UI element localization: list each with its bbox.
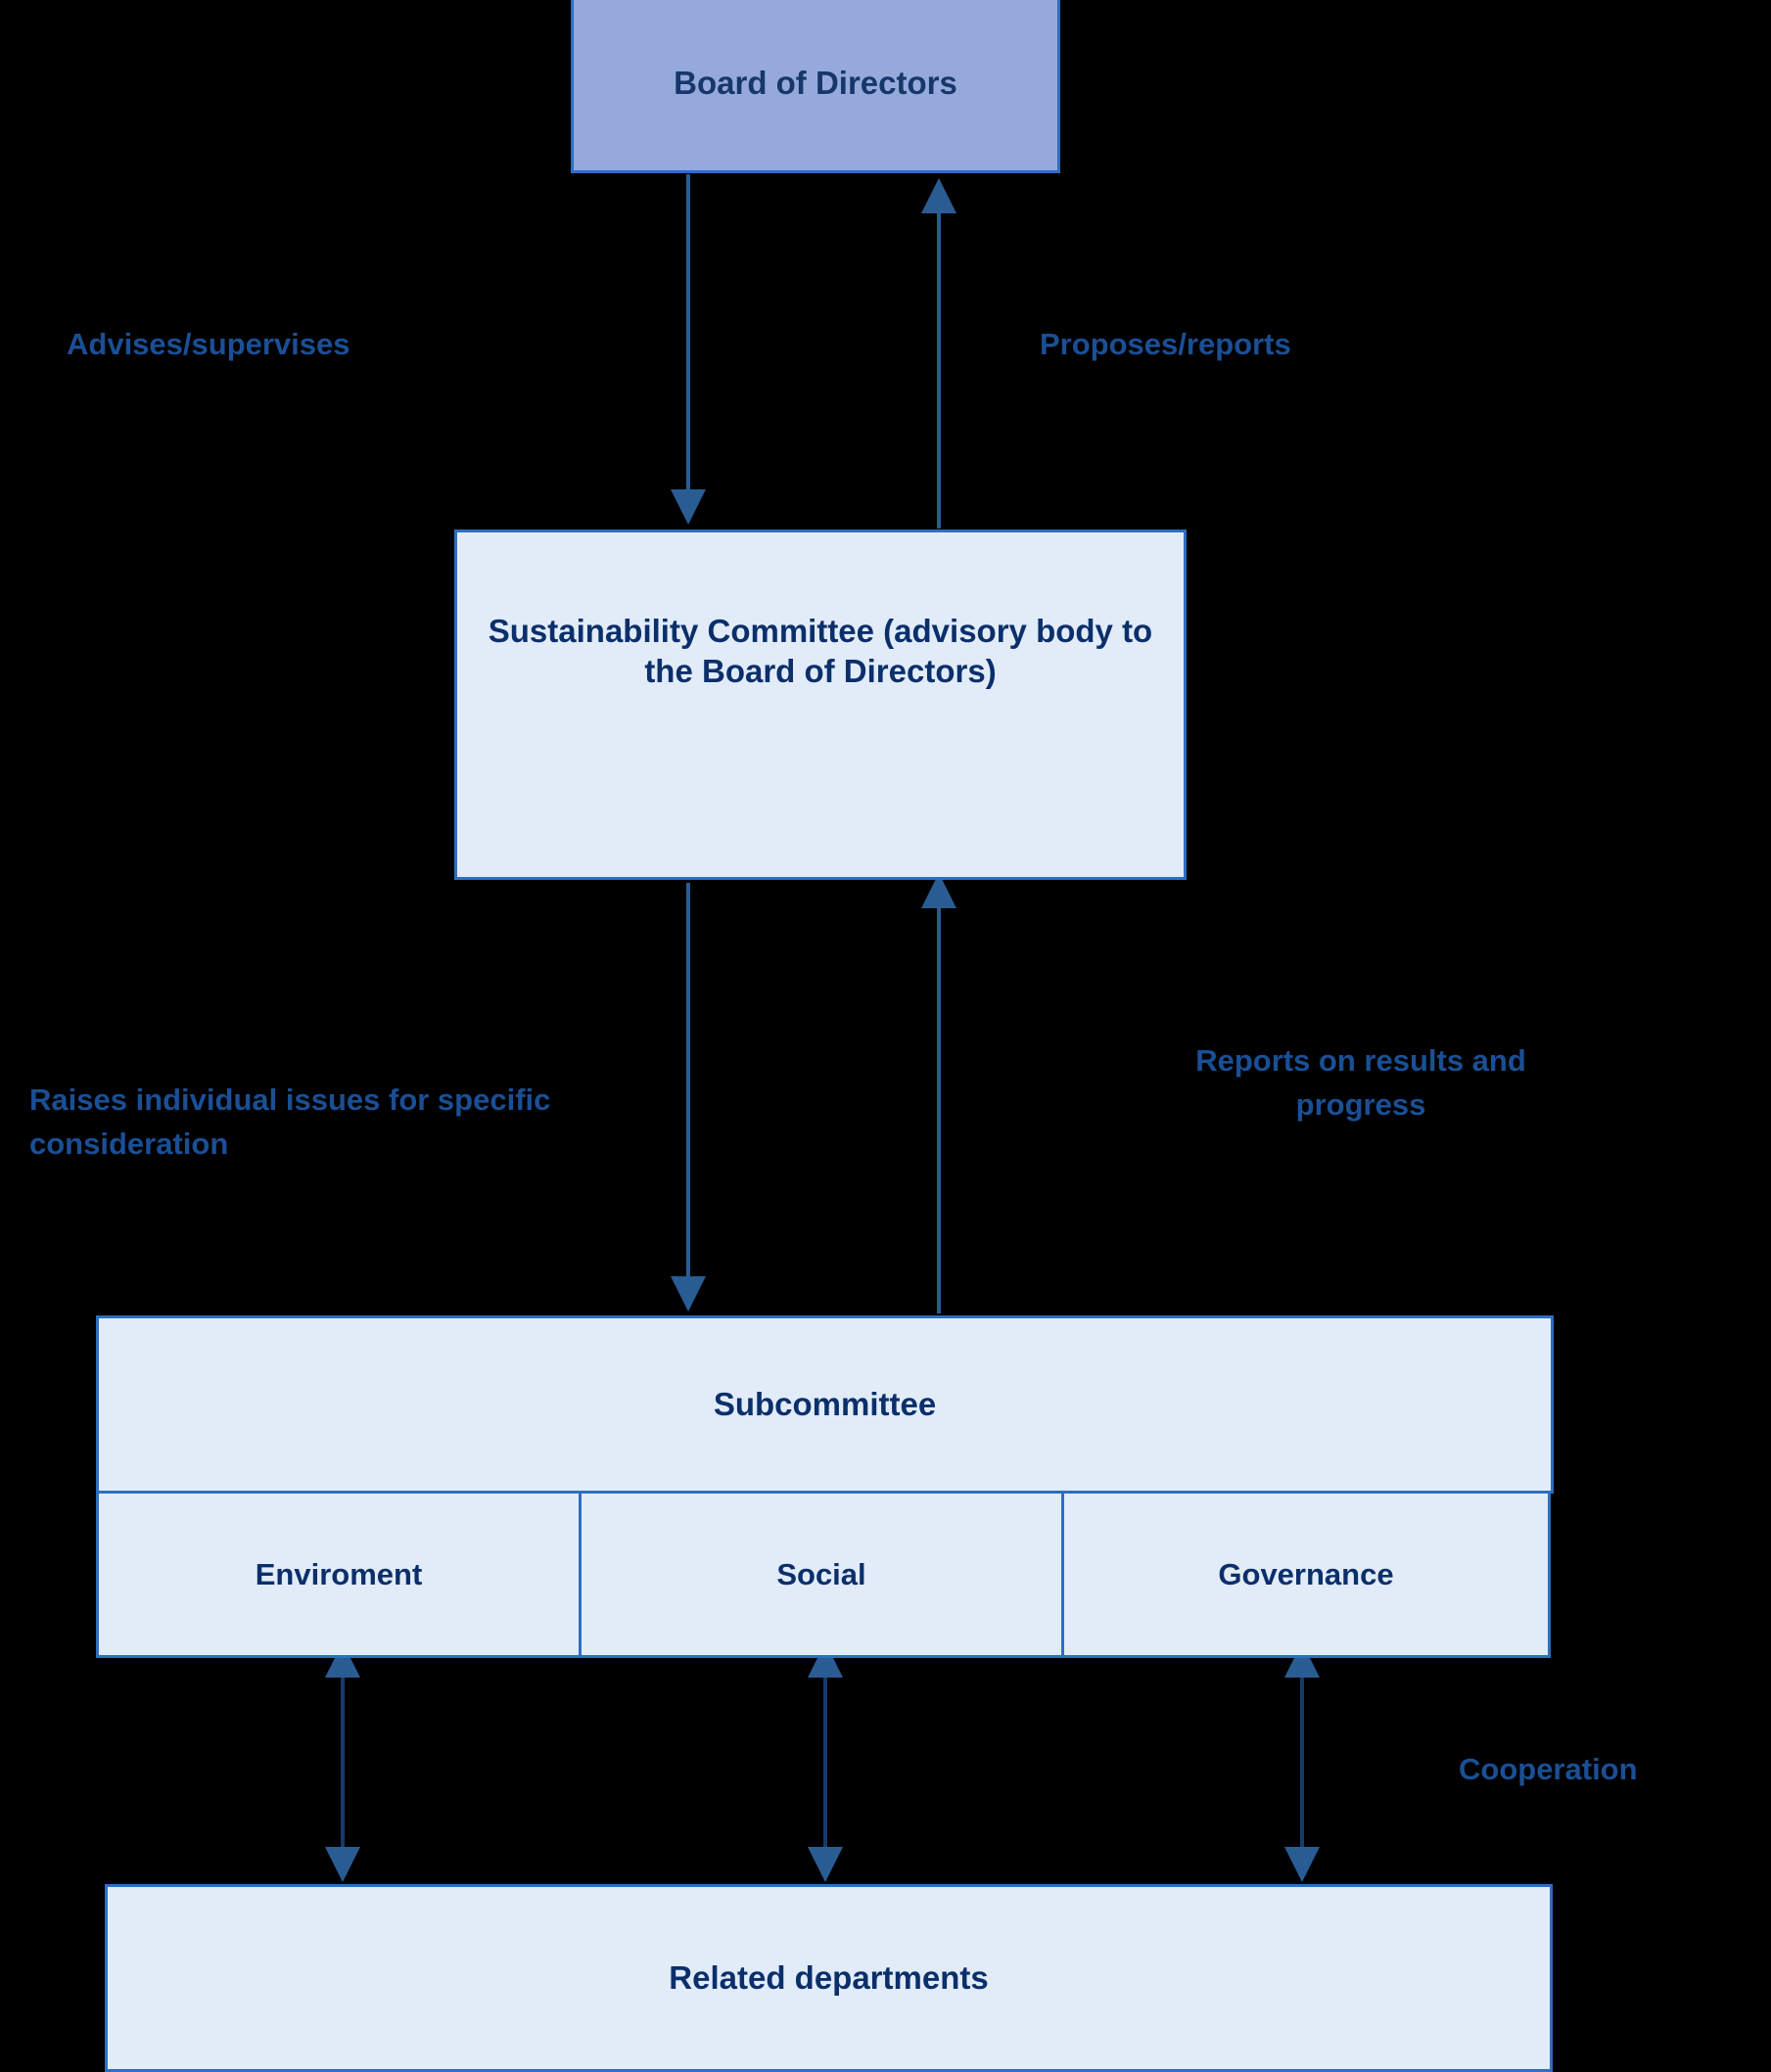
edge-label-cooperation: Cooperation	[1459, 1752, 1638, 1786]
node-pillar-governance[interactable]	[1061, 1491, 1551, 1658]
edge-label-proposes-reports: Proposes/reports	[1040, 327, 1291, 361]
node-sustainability-committee[interactable]	[454, 530, 1187, 880]
node-pillar-environment-label: Enviroment	[255, 1556, 423, 1591]
node-subcommittee-label: Subcommittee	[713, 1386, 937, 1423]
node-pillar-environment[interactable]	[96, 1491, 582, 1658]
node-pillar-social[interactable]	[579, 1491, 1064, 1658]
node-related-departments-label: Related departments	[669, 1959, 989, 1997]
edge-label-advises-supervises: Advises/supervises	[67, 327, 350, 361]
node-related-departments[interactable]	[105, 1884, 1553, 2072]
pillar-row	[96, 1491, 1554, 1658]
node-pillar-social-label: Social	[776, 1556, 866, 1591]
node-pillar-governance-label: Governance	[1218, 1556, 1394, 1591]
node-committee-label: Sustainability Committee (advisory body to the Board of Directors)	[488, 613, 1153, 690]
node-subcommittee[interactable]	[96, 1315, 1554, 1494]
node-board-of-directors[interactable]	[571, 0, 1060, 173]
node-board-label: Board of Directors	[674, 64, 957, 101]
edge-label-raises-issues: Raises individual issues for specific consideration	[29, 1082, 551, 1161]
edge-label-reports-results: Reports on results and progress	[1195, 1043, 1526, 1122]
